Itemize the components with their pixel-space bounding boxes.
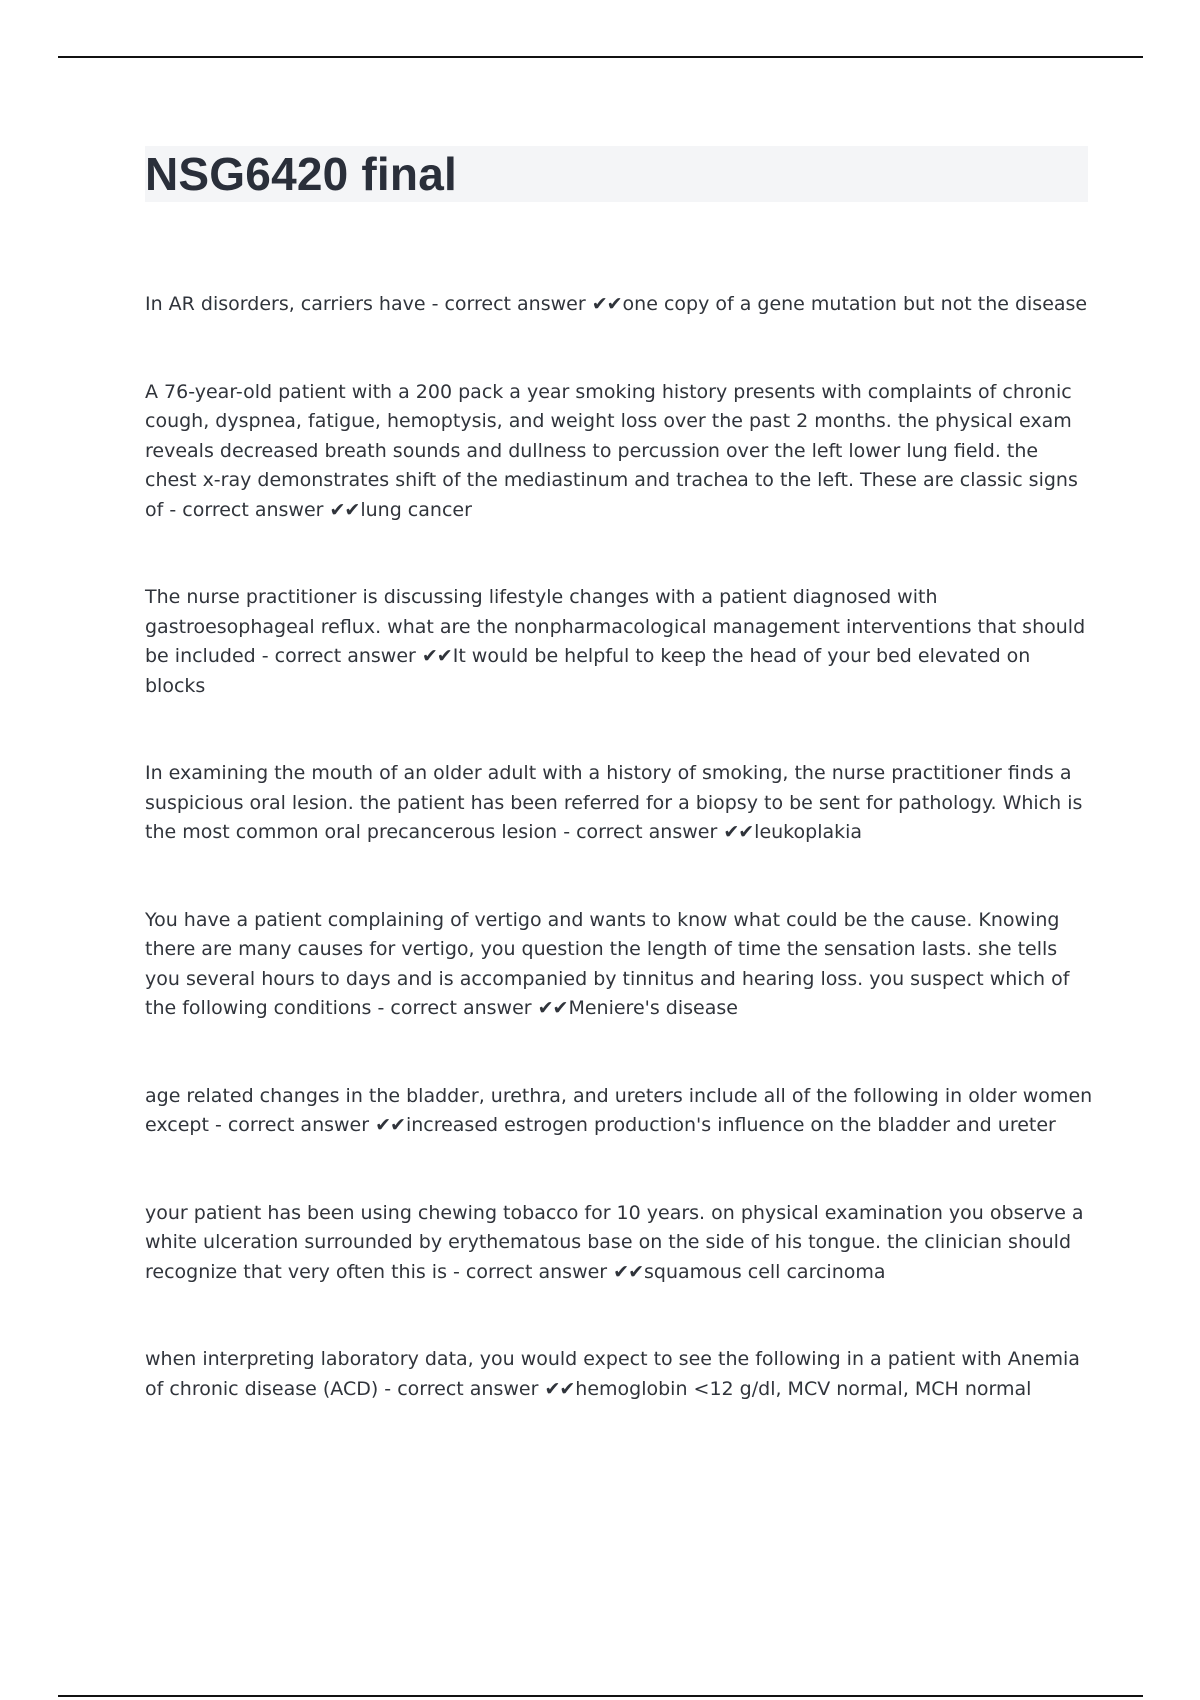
qa-item <box>145 906 1095 1024</box>
answer-prefix: correct answer <box>274 645 422 667</box>
question-text: You have a patient complaining of vertigo and wants to know what could be the cause. Knowing there are many causes for vertigo, you question the length of time the sensation lasts. she tells you several hours to days and is accompanied by tinnitus and hearing loss. you suspect which of the following conditions <box>145 908 1070 1019</box>
question-text: age related changes in the bladder, urethra, and ureters include all of the following in older women except <box>145 1084 1093 1136</box>
check-icon: ✔✔ <box>537 997 568 1019</box>
qa-item <box>145 1345 1095 1404</box>
question-text: The nurse practitioner is discussing lifestyle changes with a patient diagnosed with gastroesophageal reflux. what are the nonpharmacological management interventions that should be included <box>145 586 1086 667</box>
answer-text: squamous cell carcinoma <box>644 1260 886 1283</box>
question-text: when interpreting laboratory data, you would expect to see the following in a patient with Anemia of chronic disease (ACD) <box>145 1348 1080 1400</box>
answer-text: hemoglobin <12 g/dl, MCV normal, MCH normal <box>575 1377 1032 1400</box>
separator: - <box>255 645 275 667</box>
separator: - <box>163 498 183 521</box>
answer-text: increased estrogen production's influence on the bladder and ureter <box>405 1114 1056 1136</box>
answer-prefix: correct answer <box>576 821 724 843</box>
separator: - <box>557 821 577 843</box>
check-icon: ✔✔ <box>613 1260 643 1283</box>
answer-text: Meniere's disease <box>568 997 738 1019</box>
check-icon: ✔✔ <box>591 293 622 315</box>
qa-item <box>145 290 1095 320</box>
answer-text: one copy of a gene mutation but not the disease <box>622 293 1088 315</box>
check-icon: ✔✔ <box>723 821 754 843</box>
top-rule <box>58 56 1143 58</box>
separator: - <box>208 1114 228 1136</box>
answer-text: leukoplakia <box>754 821 863 843</box>
qa-item <box>145 583 1095 701</box>
separator: - <box>378 1377 398 1400</box>
question-text: In examining the mouth of an older adult with a history of smoking, the nurse practitioner finds a suspicious oral lesion. the patient has been referred for a biopsy to be sent for pathology. Which is the most common oral precancerous lesion <box>145 762 1083 843</box>
question-text: In AR disorders, carriers have <box>145 293 426 315</box>
check-icon: ✔✔ <box>329 498 360 521</box>
check-icon: ✔✔ <box>421 645 452 667</box>
answer-text: lung cancer <box>360 498 472 521</box>
separator: - <box>371 997 391 1019</box>
question-text: A 76-year-old patient with a 200 pack a year smoking history presents with complaints of chronic cough, dyspnea, fatigue, hemoptysis, and weight loss over the past 2 months. the physical exam reveals decreased breath sounds and dullness to percussion over the left lower lung field. the chest x-ray demonstrates shift of the mediastinum and trachea to the left. These are classic signs of <box>145 380 1078 521</box>
answer-text: It would be helpful to keep the head of your bed elevated on blocks <box>145 645 1031 697</box>
separator: - <box>425 293 445 315</box>
qa-item <box>145 1082 1095 1141</box>
qa-list <box>145 290 1095 1462</box>
qa-item <box>145 759 1095 848</box>
check-icon: ✔✔ <box>375 1114 405 1136</box>
answer-prefix: correct answer <box>444 293 592 315</box>
answer-prefix: correct answer <box>465 1260 614 1283</box>
page-title: NSG6420 final <box>145 148 457 200</box>
check-icon: ✔✔ <box>544 1377 575 1400</box>
answer-prefix: correct answer <box>227 1114 376 1136</box>
bottom-rule <box>58 1695 1143 1697</box>
qa-item <box>145 1199 1095 1288</box>
qa-item <box>145 378 1095 526</box>
answer-prefix: correct answer <box>397 1377 545 1400</box>
question-text: your patient has been using chewing tobacco for 10 years. on physical examination you observe a white ulceration surrounded by erythematous base on the side of his tongue. the clinician should recognize that very often this is <box>145 1201 1084 1283</box>
answer-prefix: correct answer <box>390 997 538 1019</box>
separator: - <box>446 1260 466 1283</box>
answer-prefix: correct answer <box>182 498 330 521</box>
